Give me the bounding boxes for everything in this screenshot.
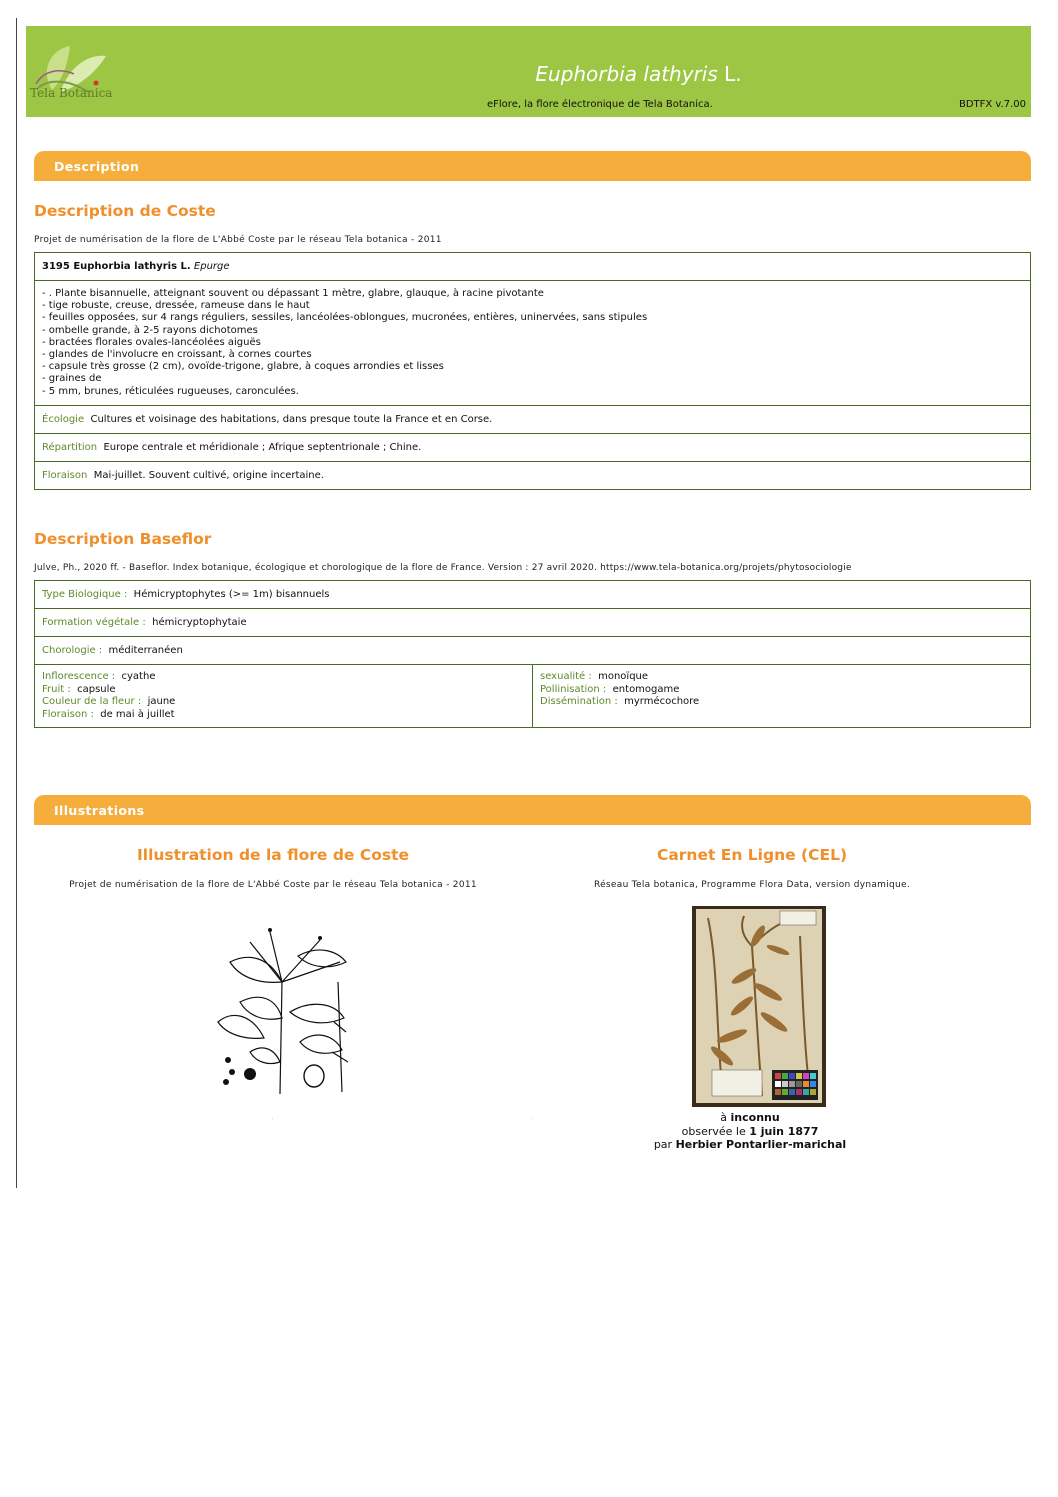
trait-item <box>42 696 525 709</box>
cel-location-line <box>600 1111 900 1125</box>
cel-location-prefix: à <box>720 1111 728 1124</box>
trait-item <box>42 684 525 697</box>
trait-item <box>540 684 1023 697</box>
chorologie-label: Chorologie : <box>42 645 103 656</box>
cel-title: Carnet En Ligne (CEL) <box>656 846 848 864</box>
coste-illustration-title: Illustration de la flore de Coste <box>136 846 409 864</box>
baseflor-traits-left <box>35 665 533 727</box>
floraison-value: Mai-juillet. Souvent cultivé, origine incertaine. <box>93 469 324 481</box>
baseflor-type-row <box>35 581 1030 608</box>
coste-line: - graines de <box>42 373 102 385</box>
cel-author-line <box>600 1138 900 1152</box>
coste-illustration-source: Projet de numérisation de la flore de L'Abbé Coste par le réseau Tela botanica - 2011 <box>69 880 477 890</box>
trait-label: Pollinisation : <box>540 683 607 695</box>
trait-label: Dissémination : <box>540 696 618 707</box>
type-label: Type Biologique : <box>42 589 128 600</box>
trait-value: entomogame <box>612 683 680 695</box>
trait-value: jaune <box>147 696 176 707</box>
type-value: Hémicryptophytes (>= 1m) bisannuels <box>133 589 330 600</box>
coste-line: - glandes de l'involucre en croissant, à cornes courtes <box>42 349 312 361</box>
baseflor-traits-right <box>533 665 1030 727</box>
trait-item <box>540 696 1023 709</box>
page-title <box>26 62 1031 86</box>
coste-line: - tige robuste, creuse, dressée, rameuse dans le haut <box>42 300 310 312</box>
coste-line: - ombelle grande, à 2-5 rayons dichotomes <box>42 324 258 336</box>
trait-value: cyathe <box>121 671 156 682</box>
cel-source: Réseau Tela botanica, Programme Flora Data, version dynamique. <box>593 880 911 890</box>
species-author: L. <box>724 62 742 86</box>
coste-text-row <box>35 280 1030 405</box>
trait-label: Couleur de la fleur : <box>42 696 142 707</box>
coste-line: - feuilles opposées, sur 4 rangs réguliers, sessiles, lancéolées-oblongues, mucronées, entières, uninervées, sans stipules <box>42 312 648 324</box>
repartition-value: Europe centrale et méridionale ; Afrique septentrionale ; Chine. <box>103 441 422 453</box>
baseflor-chorologie-row <box>35 636 1030 664</box>
illustrations-band-label: Illustrations <box>54 803 145 818</box>
coste-repartition-row <box>35 433 1030 461</box>
floraison-label: Floraison <box>42 469 88 481</box>
description-band-label: Description <box>54 159 140 174</box>
trait-value: de mai à juillet <box>100 708 175 720</box>
trait-value: capsule <box>77 683 116 695</box>
baseflor-formation-row <box>35 608 1030 636</box>
trait-label: Floraison : <box>42 708 94 720</box>
header-version: BDTFX v.7.00 <box>958 99 1026 110</box>
formation-label: Formation végétale : <box>42 617 146 628</box>
ecologie-value: Cultures et voisinage des habitations, dans presque toute la France et en Corse. <box>90 413 493 425</box>
trait-item <box>42 671 525 684</box>
coste-floraison-row <box>35 461 1030 489</box>
coste-ecologie-row <box>35 405 1030 433</box>
cel-location: inconnu <box>730 1111 780 1124</box>
coste-title: Description de Coste <box>34 202 216 220</box>
baseflor-source: Julve, Ph., 2020 ff. - Baseflor. Index botanique, écologique et chorologique de la flore de France. Version : 27 avril 2020. https://www.tela-botanica.org/projets/phytosociologie <box>34 563 852 573</box>
trait-value: monoïque <box>598 671 649 682</box>
cel-author-prefix: par <box>653 1138 673 1151</box>
baseflor-title: Description Baseflor <box>34 530 212 548</box>
cel-caption <box>600 1111 900 1152</box>
trait-value: myrmécochore <box>624 696 700 707</box>
logo-text: Tela Botanica <box>30 86 113 100</box>
page-header <box>26 26 1031 117</box>
coste-heading-vernacular: Epurge <box>193 261 230 272</box>
herbarium-specimen-photo[interactable] <box>692 906 826 1107</box>
left-margin-rule <box>16 18 17 1188</box>
coste-line: - capsule très grosse (2 cm), ovoïde-trigone, glabre, à coques arrondies et lisses <box>42 361 444 373</box>
trait-item <box>42 709 525 722</box>
repartition-label: Répartition <box>42 441 98 453</box>
cel-date-line <box>600 1125 900 1139</box>
coste-description-box <box>34 252 1031 490</box>
cel-date: 1 juin 1877 <box>749 1124 819 1138</box>
formation-value: hémicryptophytaie <box>152 617 247 628</box>
description-band <box>34 151 1031 181</box>
cel-author: Herbier Pontarlier-marichal <box>675 1138 847 1151</box>
coste-heading-name: 3195 Euphorbia lathyris L. <box>42 261 191 272</box>
coste-plant-drawing[interactable] <box>210 922 352 1094</box>
coste-source: Projet de numérisation de la flore de L'Abbé Coste par le réseau Tela botanica - 2011 <box>34 235 442 245</box>
header-subtitle: eFlore, la flore électronique de Tela Botanica. <box>487 99 713 110</box>
illustrations-band <box>34 795 1031 825</box>
trait-item <box>540 671 1023 684</box>
ecologie-label: Écologie <box>42 413 85 425</box>
coste-line: - bractées florales ovales-lancéolées aiguës <box>42 336 261 348</box>
chorologie-value: méditerranéen <box>108 645 183 656</box>
coste-line: - 5 mm, brunes, réticulées rugueuses, caronculées. <box>42 385 299 397</box>
separator-dot: ˙ <box>530 1118 533 1125</box>
baseflor-traits-row <box>35 664 1030 727</box>
separator-dot: ˙ <box>271 1118 274 1125</box>
trait-label: sexualité : <box>540 671 592 682</box>
trait-label: Fruit : <box>42 683 71 695</box>
baseflor-box <box>34 580 1031 728</box>
trait-label: Inflorescence : <box>42 671 116 682</box>
coste-heading-row <box>35 253 1030 280</box>
coste-line: - . Plante bisannuelle, atteignant souvent ou dépassant 1 mètre, glabre, glauque, à racine pivotante <box>42 288 544 299</box>
species-name: Euphorbia lathyris <box>535 62 718 86</box>
cel-date-prefix: observée le <box>681 1124 746 1138</box>
